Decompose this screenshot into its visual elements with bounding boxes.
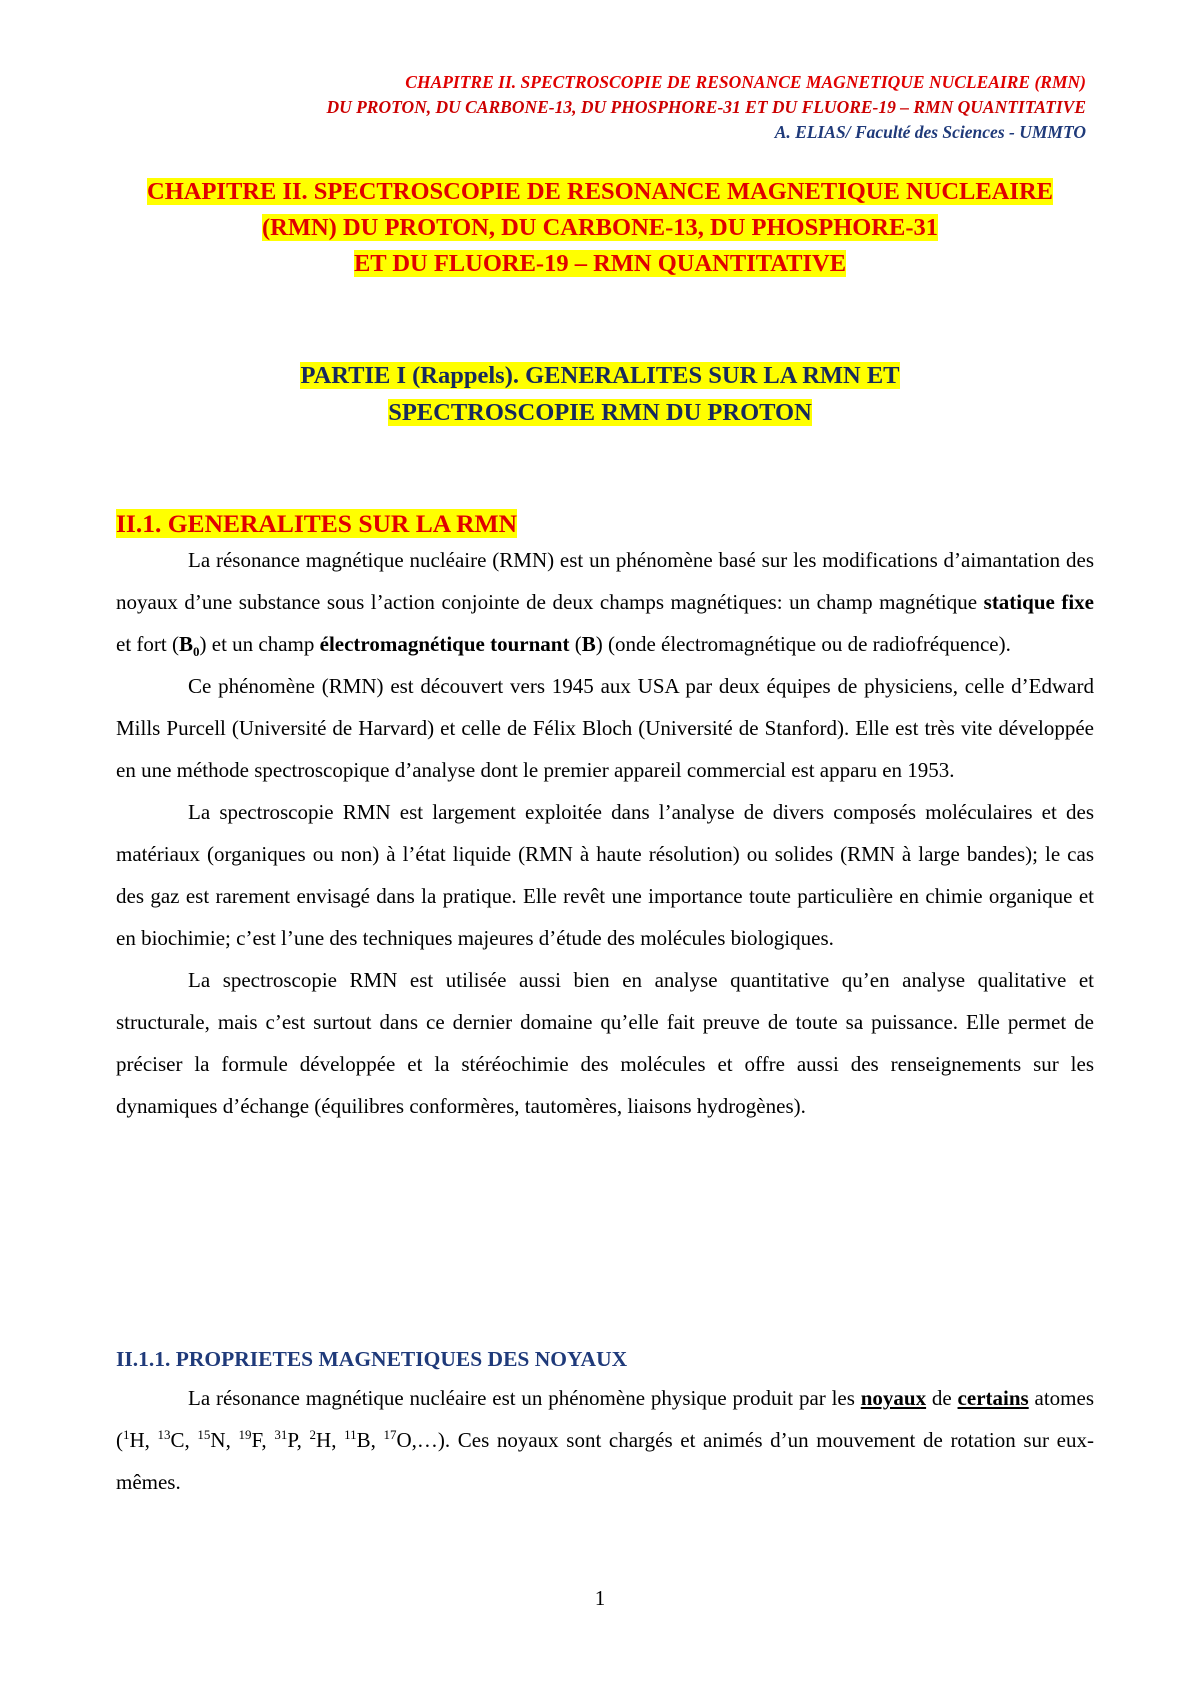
chapter-title-line-3: ET DU FLUORE-19 – RMN QUANTITATIVE [353,250,847,277]
part-title-line-2: SPECTROSCOPIE RMN DU PROTON [388,399,812,426]
running-header [86,70,1086,145]
paragraph-3: La spectroscopie RMN est largement exploitée dans l’analyse de divers composés moléculaires et des matériaux (organiques ou non) à l’état liquide (RMN à haute résolution) ou solides (RMN à large bandes); le cas des gaz est rarement envisagé dans la pratique. Elle revêt une importance toute particulière en chimie organique et en biochimie; c’est l’une des techniques majeures d’étude des molécules biologiques. [116,800,1094,950]
part-title-line-1: PARTIE I (Rappels). GENERALITES SUR LA RMN ET [300,362,900,389]
part-title [100,357,1100,431]
header-line-1: CHAPITRE II. SPECTROSCOPIE DE RESONANCE MAGNETIQUE NUCLEAIRE (RMN) [405,72,1086,92]
paragraph-4: La spectroscopie RMN est utilisée aussi bien en analyse quantitative qu’en analyse qualitative et structurale, mais c’est surtout dans ce dernier domaine qu’elle fait preuve de toute sa puissance. Elle permet de préciser la formule développée et la stéréochimie des molécules et offre aussi des renseignements sur les dynamiques d’échange (équilibres conformères, tautomères, liaisons hydrogènes). [116,968,1094,1118]
subsection-body [116,1377,1094,1503]
subsection-title: II.1.1. PROPRIETES MAGNETIQUES DES NOYAUX [116,1347,628,1371]
header-author: A. ELIAS/ Faculté des Sciences - UMMTO [774,122,1086,142]
chapter-title [100,174,1100,282]
header-line-2: DU PROTON, DU CARBONE-13, DU PHOSPHORE-31 ET DU FLUORE-19 – RMN QUANTITATIVE [326,97,1086,117]
chapter-title-line-1: CHAPITRE II. SPECTROSCOPIE DE RESONANCE MAGNETIQUE NUCLEAIRE [147,178,1053,205]
section-title: II.1. GENERALITES SUR LA RMN [116,509,518,538]
paragraph-2: Ce phénomène (RMN) est découvert vers 1945 aux USA par deux équipes de physiciens, celle d’Edward Mills Purcell (Université de Harvard) et celle de Félix Bloch (Université de Stanford). Elle est très vite développée en une méthode spectroscopique d’analyse dont le premier appareil commercial est apparu en 1953. [116,674,1094,782]
section-body [116,539,1094,1127]
paragraph-1: La résonance magnétique nucléaire (RMN) est un phénomène basé sur les modifications d’aimantation des noyaux d’une substance sous l’action conjointe de deux champs magnétiques: un champ magnétique statique fixe et fort $(B_0)$ et un champ électromagnétique tournant (B) (onde électromagnétique ou de radiofréquence). [116,548,1095,660]
page-number: 1 [594,1586,606,1610]
paragraph-5: La résonance magnétique nucléaire est un phénomène physique produit par les noyaux de certains atomes ($^1$H, $^{13}$C, $^{15}$N, $^{19}$F, $^{31}$P, $^2$H, $^{11}$B, $^{17}$O,…). Ces noyaux sont chargés et animés d’un mouvement de rotation sur eux-mêmes. [116,1386,1095,1494]
chapter-title-line-2: (RMN) DU PROTON, DU CARBONE-13, DU PHOSPHORE-31 [262,214,938,241]
